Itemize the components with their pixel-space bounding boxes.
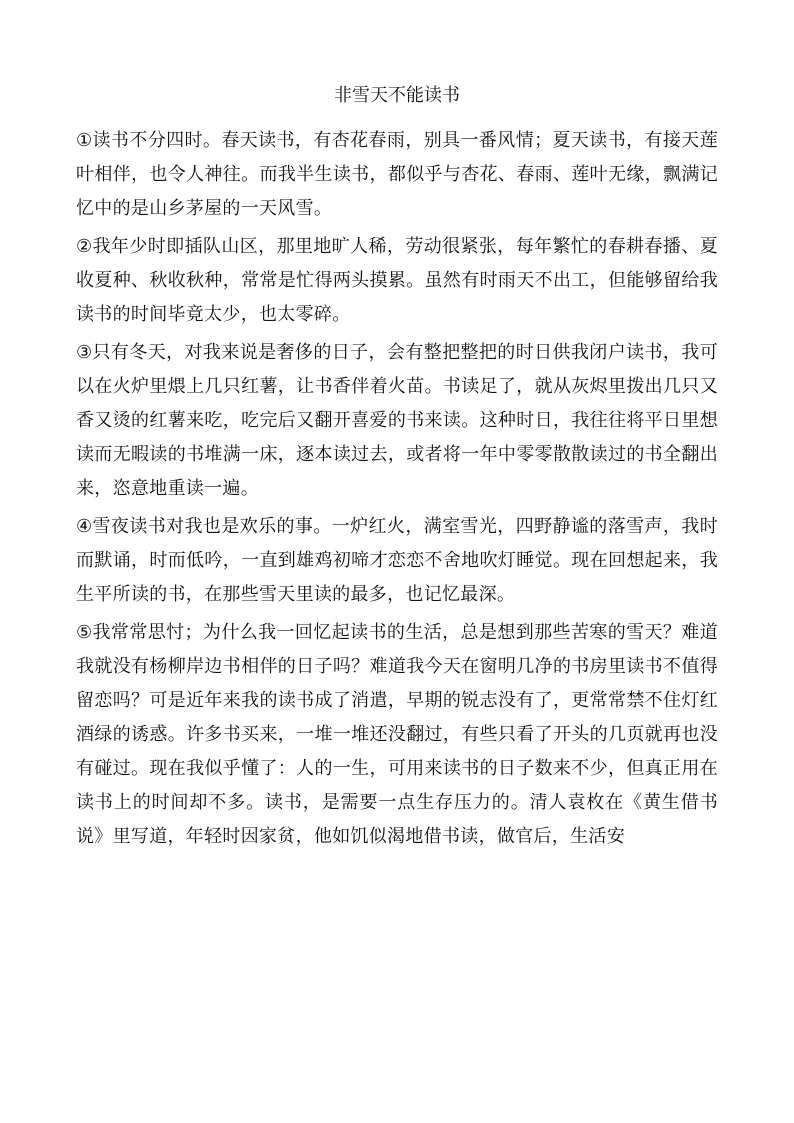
paragraph-2: ②我年少时即插队山区，那里地旷人稀，劳动很紧张，每年繁忙的春耕春播、夏收夏种、秋收秋种，常常是忙得两头摸累。虽然有时雨天不出工，但能够留给我读书的时间毕竟太少，也太零碎。 — [76, 236, 718, 325]
paragraph-3: ③只有冬天，对我来说是奢侈的日子，会有整把整把的时日供我闭户读书，我可以在火炉里煨上几只红薯，让书香伴着火苗。书读足了，就从灰烬里拨出几只又香又烫的红薯来吃，吃完后又翻开喜爱的书来读。这种时日，我往往将平日里想读而无暇读的书堆满一床，逐本读过去，或者将一年中零零散散读过的书全翻出来，恣意地重读一遍。 — [76, 342, 718, 499]
paragraph-4: ④雪夜读书对我也是欢乐的事。一炉红火，满室雪光，四野静谧的落雪声，我时而默诵，时而低吟，一直到雄鸡初啼才恋恋不舍地吹灯睡觉。现在回想起来，我生平所读的书，在那些雪天里读的最多，也记忆最深。 — [76, 516, 718, 605]
document-title: 非雪天不能读书 — [334, 85, 460, 106]
document-body — [76, 124, 718, 858]
paragraph-1: ①读书不分四时。春天读书，有杏花春雨，别具一番风情；夏天读书，有接天莲叶相伴，也令人神往。而我半生读书，都似乎与杏花、春雨、莲叶无缘，飘满记忆中的是山乡茅屋的一天风雪。 — [76, 130, 718, 219]
paragraph-5: ⑤我常常思忖；为什么我一回忆起读书的生活，总是想到那些苦寒的雪天？难道我就没有杨柳岸边书相伴的日子吗？难道我今天在窗明几净的书房里读书不值得留恋吗？可是近年来我的读书成了消遣，早期的锐志没有了，更常常禁不住灯红酒绿的诱惑。许多书买来，一堆一堆还没翻过，有些只看了开头的几页就再也没有碰过。现在我似乎懂了：人的一生，可用来读书的日子数来不少，但真正用在读书上的时间却不多。读书，是需要一点生存压力的。清人袁枚在《黄生借书说》里写道，年轻时因家贫，他如饥似渴地借书读，做官后，生活安 — [76, 622, 718, 847]
